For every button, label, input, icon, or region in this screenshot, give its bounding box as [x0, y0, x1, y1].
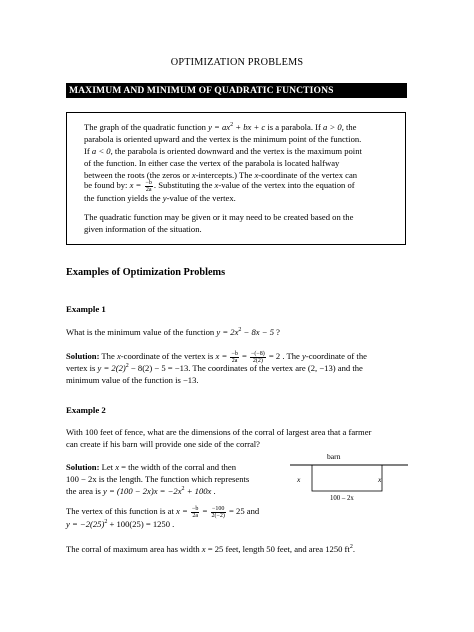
fraction: $\frac{-100}{2(-2)}$ [211, 505, 225, 519]
box-line-2: parabola is oriented upward and the vertex is the minimum point of the function. [84, 134, 362, 144]
box-line-5: between the roots (the zeros or x-intercepts.) The x-coordinate of the vertex can [84, 170, 358, 180]
diagram-barn-label: barn [327, 452, 341, 461]
example-2-conclusion: The corral of maximum area has width x = 25 feet, length 50 feet, and area 1250 $ft^2$. [66, 544, 355, 554]
example-1-heading: Example 1 [66, 304, 106, 314]
box-line-3: If a < 0, the parabola is oriented downward and the vertex is the maximum point [84, 146, 362, 156]
example-2-solution-line-3: the area is $y = (100 - 2x)x = -2x^2 + 100x$ . [66, 486, 216, 496]
example-2-vertex-line-1: The vertex of this function is at x = $\frac{-b}{2a}$ = $\frac{-100}{2(-2)}$ = 25 and [66, 505, 260, 519]
box-line-7: the function yields the y-value of the vertex. [84, 193, 236, 203]
corral-diagram [290, 464, 410, 494]
page-title: OPTIMIZATION PROBLEMS [170, 57, 304, 68]
corral-rectangle [312, 465, 382, 491]
box-line-6: be found by: x = $\frac{-b}{2a}$ . Substituting the x-value of the vertex into the equation of [84, 179, 355, 193]
example-1-solution-line-2: vertex is $y = 2(2)^2 - 8(2) - 5 = -13$. The coordinates of the vertex are (2, −13) and the [66, 363, 363, 373]
section-title: Examples of Optimization Problems [66, 267, 226, 278]
diagram-x-right-label: x [378, 475, 382, 484]
vertex-formula-fraction: $\frac{-b}{2a}$ [145, 179, 152, 193]
box-line-8: The quadratic function may be given or it may need to be created based on the [84, 212, 354, 222]
example-2-question-line-2: can create if his barn will provide one side of the corral? [66, 439, 260, 449]
example-2-solution-line-1: Solution: Let x = the width of the corral and then [66, 462, 237, 472]
example-2-vertex-line-2: $y = -2(25)^2 + 100(25) = 1250$ . [66, 519, 175, 529]
box-line-1: The graph of the quadratic function $y = ax^2$ + bx + c is a parabola. If a > 0, the [84, 122, 357, 132]
section-banner [66, 83, 407, 98]
diagram-x-left-label: x [297, 475, 301, 484]
fraction: $\frac{-(-8)}{2(2)}$ [250, 350, 265, 364]
example-2-heading: Example 2 [66, 405, 106, 415]
example-2-solution-line-2: 100 − 2x is the length. The function which represents [66, 474, 250, 484]
banner-text: MAXIMUM AND MINIMUM OF QUADRATIC FUNCTIONS [69, 85, 334, 96]
example-1-solution-line-1: Solution: The x-coordinate of the vertex is x = $\frac{-b}{2a}$ = $\frac{-(-8)}{2(2)}$ = 2 . The y-coordinate of the [66, 350, 367, 364]
example-1-question: What is the minimum value of the function $y = 2x^2 - 8x - 5$ ? [66, 327, 280, 337]
box-line-9: given information of the situation. [84, 224, 202, 234]
diagram-bottom-label: 100 – 2x [330, 495, 354, 502]
solution-label: Solution: [66, 351, 100, 361]
fraction: $\frac{-b}{2a}$ [231, 350, 238, 364]
fraction: $\frac{-b}{2a}$ [191, 505, 199, 519]
example-1-solution-line-3: minimum value of the function is −13. [66, 375, 199, 385]
example-2-question-line-1: With 100 feet of fence, what are the dimensions of the corral of largest area that a farmer [66, 427, 372, 437]
box-line-4: of the function. In either case the vertex of the parabola is located halfway [84, 158, 340, 168]
solution-label: Solution: [66, 462, 100, 472]
